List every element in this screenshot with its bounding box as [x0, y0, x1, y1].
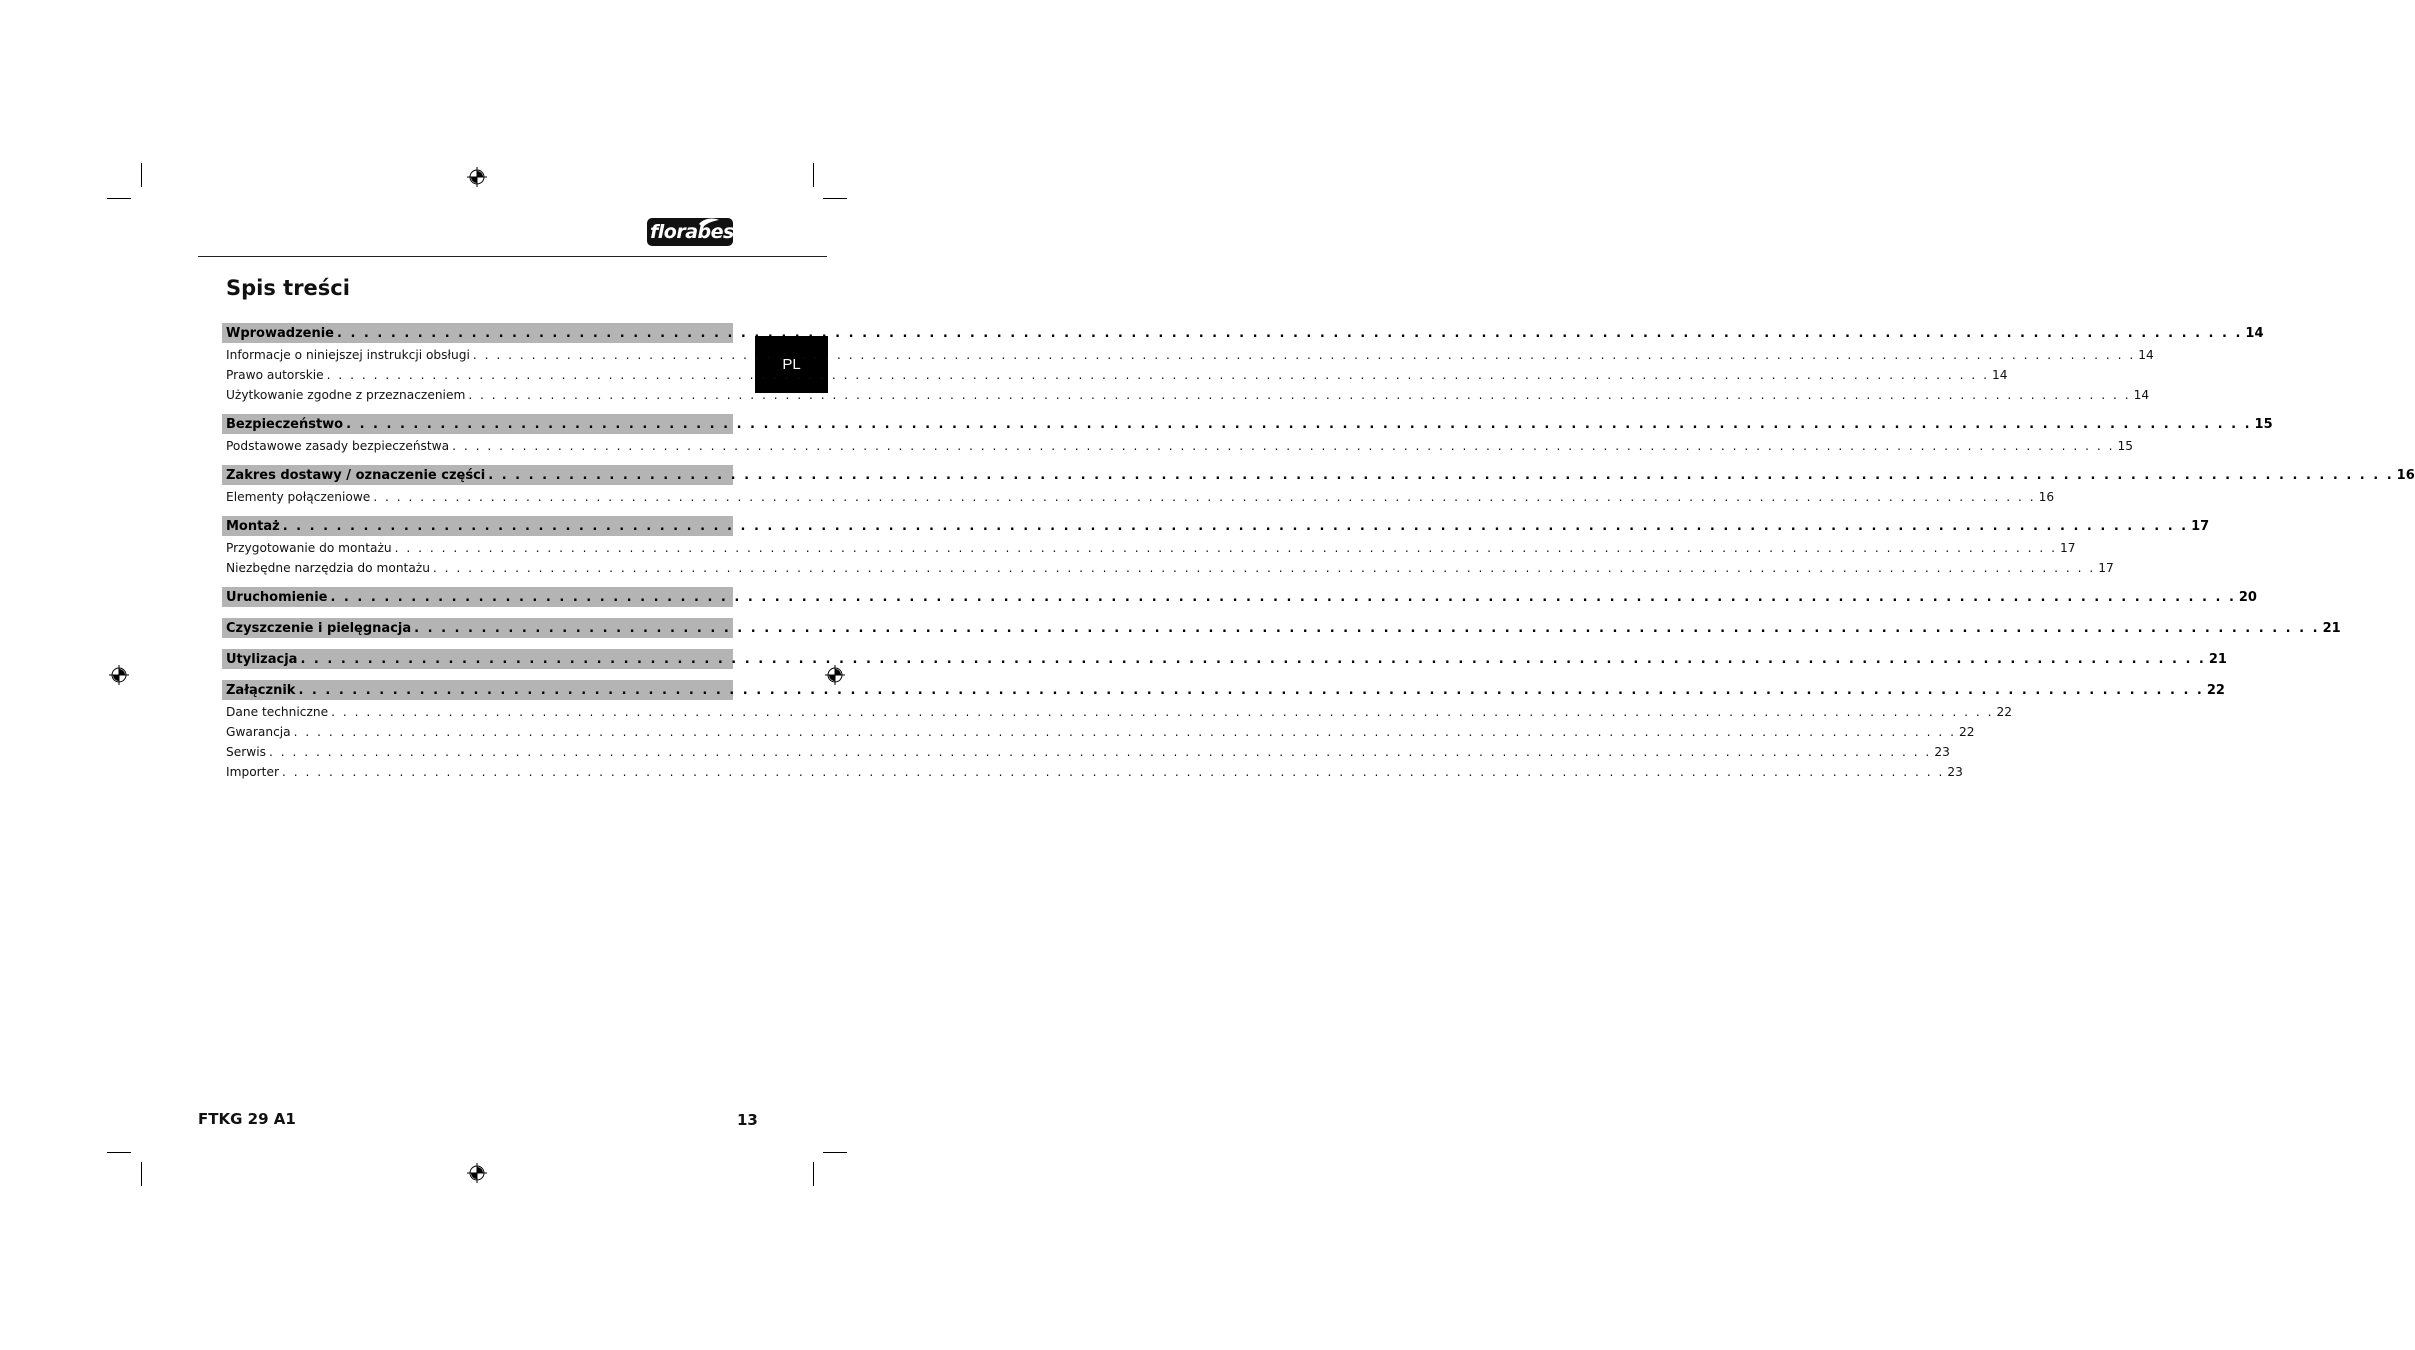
toc-entry-label: Gwarancja: [226, 725, 291, 739]
toc-entry[interactable]: [222, 742, 1950, 762]
toc-section: [222, 618, 2341, 638]
dot-leader: [373, 490, 2035, 504]
toc-entry-label: Prawo autorskie: [226, 368, 324, 382]
toc-entry-label: Importer: [226, 765, 279, 779]
dot-leader: [282, 765, 1944, 779]
toc-entry[interactable]: [222, 538, 2076, 558]
toc-heading-label: Montaż: [226, 518, 280, 534]
page-title: Spis treści: [226, 276, 350, 300]
toc-section-heading[interactable]: [222, 587, 2257, 607]
toc-entry-page: 17: [2098, 561, 2114, 575]
dot-leader: [269, 745, 1931, 759]
toc-heading-label: Załącznik: [226, 682, 296, 698]
toc-entry-label: Elementy połączeniowe: [226, 490, 371, 504]
toc-entry-label: Informacje o niniejszej instrukcji obsługi: [226, 348, 470, 362]
dot-leader: [346, 417, 2251, 432]
registration-mark-icon: [467, 1163, 487, 1183]
header-rule: [198, 256, 827, 257]
toc-heading-page: 16: [2396, 467, 2415, 483]
brand-logo-text: florabest: [650, 221, 743, 243]
toc-entry-label: Dane techniczne: [226, 705, 329, 719]
toc-heading-label: Bezpieczeństwo: [226, 416, 344, 432]
toc-section: [222, 587, 2257, 607]
toc-entry[interactable]: [222, 487, 2055, 507]
toc-section-heading[interactable]: [222, 465, 2415, 485]
toc-entry-page: 15: [2117, 439, 2133, 453]
toc-entry-page: 17: [2059, 541, 2076, 555]
toc-entry-page: 23: [1947, 765, 1963, 779]
dot-leader: [468, 388, 2130, 402]
toc-heading-label: Zakres dostawy / oznaczenie części: [226, 467, 486, 483]
toc-entry[interactable]: [222, 385, 2150, 405]
footer-model: FTKG 29 A1: [198, 1110, 296, 1128]
crop-mark: [141, 163, 142, 187]
crop-mark: [107, 198, 131, 199]
dot-leader: [414, 621, 2319, 636]
toc-heading-page: 21: [2322, 620, 2341, 636]
toc-entry-page: 14: [2133, 388, 2150, 402]
toc-section: [222, 465, 2415, 507]
toc-entry-page: 22: [1996, 705, 2012, 719]
crop-mark: [107, 1152, 131, 1153]
toc-section-heading[interactable]: [222, 516, 2210, 536]
toc-entry-label: Przygotowanie do montażu: [226, 541, 392, 555]
toc-entry-page: 22: [1959, 725, 1975, 739]
toc-entry[interactable]: [222, 762, 1963, 782]
toc-entry[interactable]: [222, 558, 2114, 578]
toc-heading-label: Uruchomienie: [226, 589, 328, 605]
toc-entry-label: Użytkowanie zgodne z przeznaczeniem: [226, 388, 466, 402]
language-tab: PL: [755, 336, 828, 393]
toc-heading-page: 20: [2238, 589, 2257, 605]
toc-section: [222, 414, 2273, 456]
page-number: 13: [737, 1111, 758, 1129]
registration-mark-icon: [467, 167, 487, 187]
toc-entry[interactable]: [222, 722, 1975, 742]
dot-leader: [330, 590, 2235, 605]
dot-leader: [433, 561, 2095, 575]
toc-entry-page: 14: [2138, 348, 2154, 362]
toc-section-heading[interactable]: [222, 414, 2273, 434]
crop-mark: [823, 198, 847, 199]
toc-entry[interactable]: [222, 436, 2133, 456]
toc-heading-page: 17: [2191, 518, 2210, 534]
crop-mark: [813, 163, 814, 187]
crop-mark: [823, 1152, 847, 1153]
toc-section: [222, 680, 2225, 782]
toc-section-heading[interactable]: [222, 680, 2225, 700]
toc-section: [222, 516, 2210, 578]
toc-heading-label: Czyszczenie i pielęgnacja: [226, 620, 412, 636]
toc-heading-page: 15: [2254, 416, 2273, 432]
brand-logo: [647, 218, 743, 246]
toc-heading-label: Wprowadzenie: [226, 325, 334, 341]
dot-leader: [300, 652, 2205, 667]
toc-entry-label: Niezbędne narzędzia do montażu: [226, 561, 430, 575]
toc-heading-page: 22: [2206, 682, 2225, 698]
dot-leader: [283, 519, 2188, 534]
toc-entry[interactable]: [222, 365, 2008, 385]
toc-section-heading[interactable]: [222, 323, 2264, 343]
toc-entry-page: 14: [1992, 368, 2008, 382]
toc-heading-page: 14: [2245, 325, 2264, 341]
dot-leader: [452, 439, 2114, 453]
crop-mark: [813, 1162, 814, 1186]
toc-entry-page: 16: [2038, 490, 2055, 504]
crop-mark: [141, 1162, 142, 1186]
toc-entry-page: 23: [1934, 745, 1950, 759]
toc-entry[interactable]: [222, 702, 2012, 722]
registration-mark-icon: [109, 665, 129, 685]
dot-leader: [331, 705, 1993, 719]
toc-entry-label: Podstawowe zasady bezpieczeństwa: [226, 439, 450, 453]
toc-section-heading[interactable]: [222, 618, 2341, 638]
dot-leader: [488, 468, 2393, 483]
toc-heading-label: Utylizacja: [226, 651, 298, 667]
toc-heading-page: 21: [2208, 651, 2227, 667]
dot-leader: [337, 326, 2242, 341]
dot-leader: [298, 683, 2203, 698]
toc-entry-label: Serwis: [226, 745, 266, 759]
dot-leader: [294, 725, 1956, 739]
toc-section: [222, 649, 2227, 669]
toc-section-heading[interactable]: [222, 649, 2227, 669]
dot-leader: [327, 368, 1989, 382]
dot-leader: [473, 348, 2135, 362]
dot-leader: [395, 541, 2057, 555]
